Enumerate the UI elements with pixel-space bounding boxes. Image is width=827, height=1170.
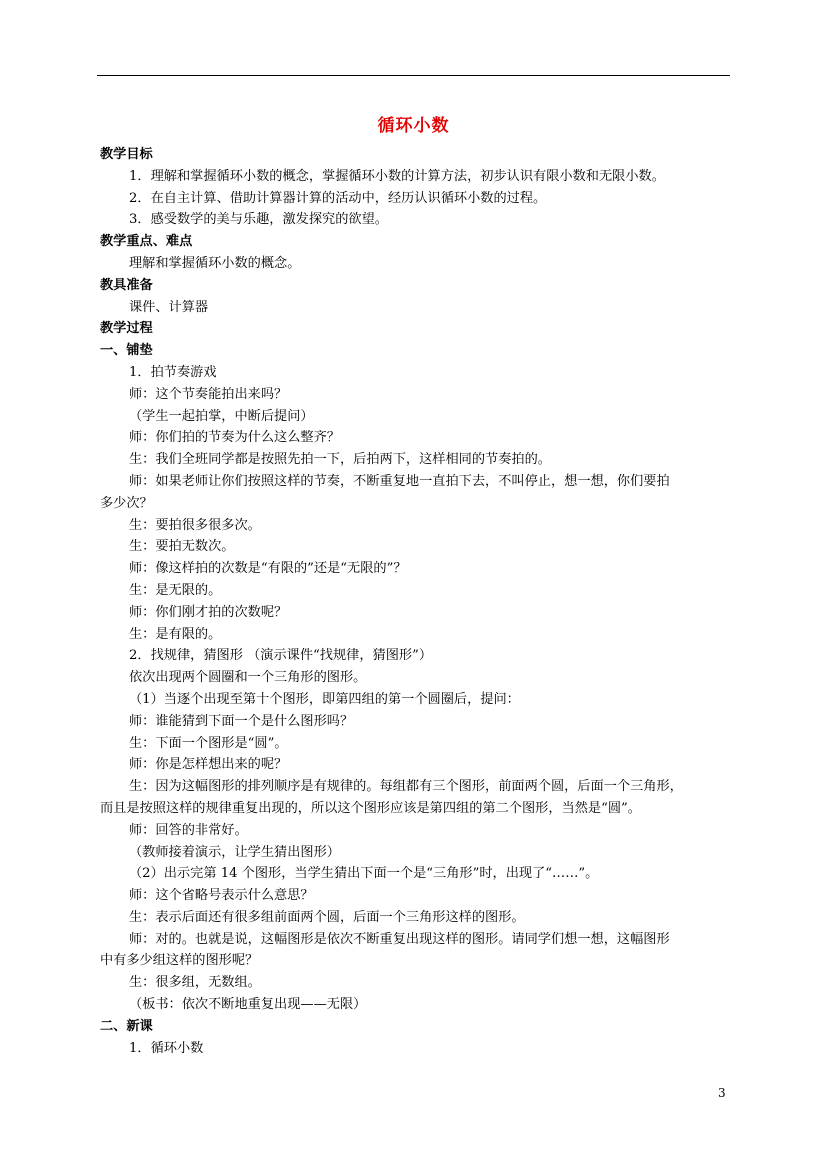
section-heading: 一、铺垫: [100, 343, 153, 359]
paragraph-line: 生：很多组，无数组。: [129, 975, 261, 991]
paragraph-line: 生：因为这幅图形的排列顺序是有规律的。每组都有三个图形，前面两个圆，后面一个三角形，: [129, 779, 683, 795]
section-heading: 二、新课: [100, 1018, 153, 1034]
paragraph-line: 师：如果老师让你们按照这样的节奏，不断重复地一直拍下去，不叫停止，想一想，你们要拍: [129, 473, 670, 489]
paragraph-line: 师：你们刚才拍的次数呢？: [129, 604, 288, 620]
section-heading: 教学过程: [100, 321, 153, 337]
paragraph-line: 生：要拍无数次。: [129, 539, 235, 555]
paragraph-line: 生：是有限的。: [129, 626, 222, 642]
page-number: 3: [718, 1086, 726, 1100]
paragraph-line: 1．理解和掌握循环小数的概念，掌握循环小数的计算方法，初步认识有限小数和无限小数。: [129, 168, 665, 184]
paragraph-line: 师：对的。也就是说，这幅图形是依次不断重复出现这样的图形。请同学们想一想，这幅图形: [129, 931, 670, 947]
paragraph-line: 生：是无限的。: [129, 582, 222, 598]
paragraph-line: 中有多少组这样的图形呢？: [100, 953, 259, 969]
paragraph-line: 3．感受数学的美与乐趣，激发探究的欲望。: [129, 212, 388, 228]
paragraph-line: 生：下面一个图形是“圆”。: [129, 735, 288, 751]
paragraph-line: 依次出现两个圆圈和一个三角形的图形。: [129, 670, 367, 686]
paragraph-line: 2．在自主计算、借助计算器计算的活动中，经历认识循环小数的过程。: [129, 190, 547, 206]
paragraph-line: （学生一起拍掌，中断后提问）: [129, 408, 314, 424]
section-heading: 教具准备: [100, 277, 153, 293]
paragraph-line: 课件、计算器: [129, 299, 209, 315]
paragraph-line: （2）出示完第 14 个图形，当学生猜出下面一个是“三角形”时，出现了“……”。: [129, 866, 599, 882]
paragraph-line: 多少次？: [100, 495, 153, 511]
paragraph-line: 师：这个省略号表示什么意思？: [129, 888, 314, 904]
section-heading: 教学目标: [100, 147, 153, 162]
paragraph-line: 1．拍节奏游戏: [129, 364, 217, 380]
paragraph-line: 生：要拍很多很多次。: [129, 517, 261, 533]
paragraph-line: 生：表示后面还有很多组前面两个圆，后面一个三角形这样的图形。: [129, 909, 525, 925]
paragraph-line: 生：我们全班同学都是按照先拍一下，后拍两下，这样相同的节奏拍的。: [129, 452, 551, 468]
paragraph-line: （教师接着演示，让学生猜出图形）: [129, 844, 340, 860]
document-title: 循环小数: [377, 116, 450, 136]
paragraph-line: 2．找规律，猜图形 （演示课件“找规律，猜图形”）: [129, 648, 433, 664]
paragraph-line: 而且是按照这样的规律重复出现的，所以这个图形应该是第四组的第二个图形，当然是“圆”。: [100, 800, 641, 816]
paragraph-line: 师：你是怎样想出来的呢？: [129, 757, 288, 773]
paragraph-line: （1）当逐个出现至第十个图形，即第四组的第一个圆圈后，提问：: [129, 691, 520, 707]
section-heading: 教学重点、难点: [100, 234, 193, 250]
paragraph-line: 1．循环小数: [129, 1040, 204, 1056]
paragraph-line: 师：你们拍的节奏为什么这么整齐？: [129, 430, 340, 446]
paragraph-line: 师：谁能猜到下面一个是什么图形吗？: [129, 713, 354, 729]
document-body: [100, 144, 730, 1059]
paragraph-line: 理解和掌握循环小数的概念。: [129, 255, 301, 271]
paragraph-line: 师：这个节奏能拍出来吗？: [129, 386, 288, 402]
paragraph-line: 师：像这样拍的次数是“有限的”还是“无限的”？: [129, 561, 407, 577]
paragraph-line: （板书：依次不断地重复出现——无限）: [129, 997, 367, 1013]
paragraph-line: 师：回答的非常好。: [129, 822, 248, 838]
header-rule: [97, 75, 730, 76]
